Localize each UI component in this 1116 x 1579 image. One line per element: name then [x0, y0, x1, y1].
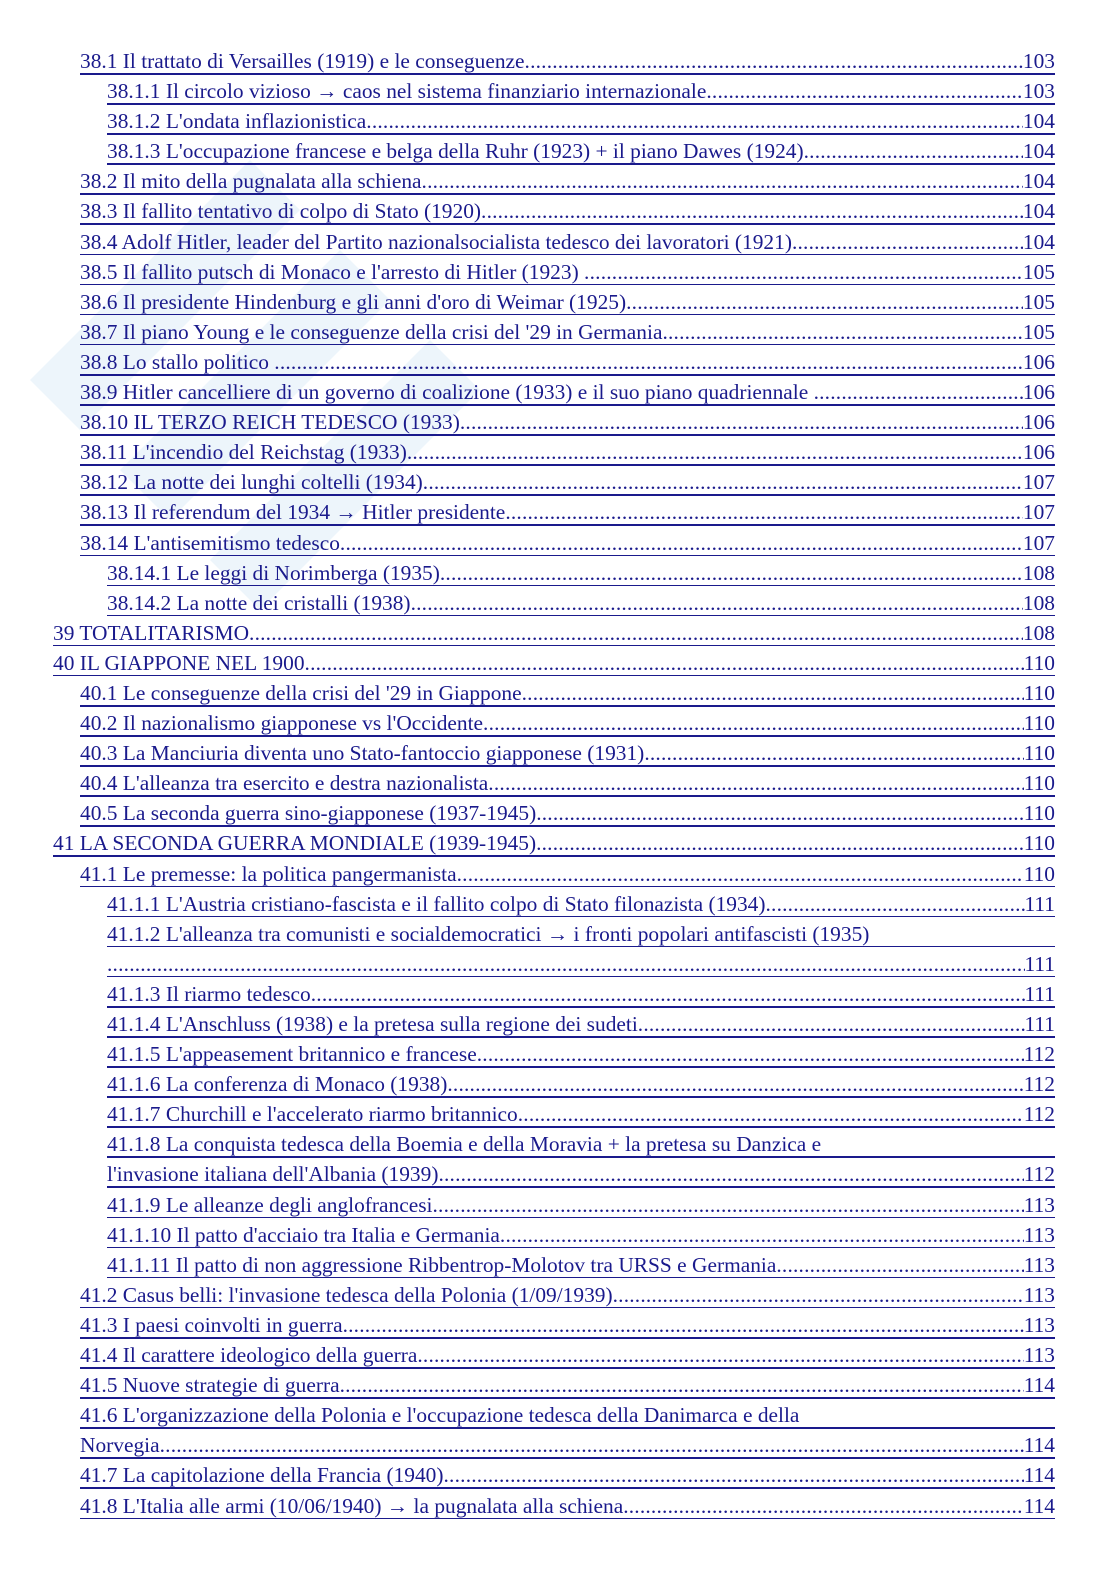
link-underline [107, 976, 1055, 978]
toc-title: 40.1 Le conseguenze della crisi del '29 in Giappone [80, 680, 522, 705]
link-underline [80, 705, 1055, 707]
toc-entry [107, 1129, 1055, 1189]
toc-title: 41.1.8 La conquista tedesca della Boemia e della Moravia + la pretesa su Danzica e [107, 1132, 822, 1157]
dot-leader [792, 227, 1023, 257]
link-underline [80, 1487, 1055, 1489]
toc-page-number: 103 [1022, 79, 1055, 104]
toc-entry [107, 558, 1055, 588]
toc-entry [107, 919, 1055, 979]
link-underline [80, 1337, 1055, 1339]
toc-page-number: 104 [1022, 169, 1055, 194]
toc-title: 38.1.1 Il circolo vizioso → caos nel sistema finanziario internazionale [107, 79, 707, 104]
toc-title: 38.1.2 L'ondata inflazionistica [107, 109, 367, 134]
toc-link[interactable] [107, 558, 1055, 588]
toc-page-number: 104 [1022, 109, 1055, 134]
toc-link[interactable] [80, 497, 1055, 527]
toc-entry [107, 76, 1055, 106]
toc-title: 38.14 L'antisemitismo tedesco [80, 530, 340, 555]
toc-page-number: 106 [1022, 349, 1055, 374]
toc-entry [80, 1460, 1055, 1490]
toc-page-number: 107 [1022, 470, 1055, 495]
toc-link[interactable] [107, 1069, 1055, 1099]
toc-link[interactable] [80, 196, 1055, 226]
toc-page-number: 114 [1023, 1373, 1055, 1398]
toc-entry [80, 708, 1055, 738]
toc-title: 41.1.2 L'alleanza tra comunisti e socialdemocratici → i fronti popolari antifascisti (1935) [107, 921, 870, 946]
toc-link[interactable] [80, 1310, 1055, 1340]
toc-entry [80, 798, 1055, 828]
toc-link[interactable] [80, 287, 1055, 317]
toc-title: 40 IL GIAPPONE NEL 1900 [53, 650, 305, 675]
dot-leader [407, 437, 1023, 467]
link-underline [107, 1217, 1055, 1219]
link-underline [80, 1518, 1055, 1520]
dot-leader [500, 1220, 1024, 1250]
dot-leader [483, 708, 1024, 738]
link-underline [107, 103, 1055, 105]
toc-page-number: 114 [1023, 1433, 1055, 1458]
toc-page-number: 105 [1022, 259, 1055, 284]
toc-link[interactable] [80, 768, 1055, 798]
toc-entry [80, 46, 1055, 76]
toc-entry [80, 1310, 1055, 1340]
toc-link[interactable] [107, 136, 1055, 166]
toc-entry [80, 166, 1055, 196]
toc-link[interactable] [80, 678, 1055, 708]
link-underline [107, 1036, 1055, 1038]
link-underline [107, 615, 1055, 617]
toc-link[interactable] [107, 1099, 1055, 1129]
toc-entry [80, 738, 1055, 768]
toc-title: 38.5 Il fallito putsch di Monaco e l'arresto di Hitler (1923) [80, 259, 585, 284]
toc-entry [80, 497, 1055, 527]
toc-link[interactable] [80, 407, 1055, 437]
dot-leader [706, 76, 1023, 106]
toc-title: 39 TOTALITARISMO [53, 620, 250, 645]
toc-page-number: 107 [1022, 530, 1055, 555]
toc-page-number: 111 [1024, 951, 1055, 976]
toc-page-number: 106 [1022, 380, 1055, 405]
toc-page-number: 105 [1022, 289, 1055, 314]
link-underline [80, 464, 1055, 466]
toc-title: 41.1.10 Il patto d'acciaio tra Italia e Germania [107, 1222, 500, 1247]
toc-title: 41.1.1 L'Austria cristiano-fascista e il fallito colpo di Stato filonazista (1934) [107, 891, 766, 916]
dot-leader [343, 1310, 1024, 1340]
toc-link[interactable] [107, 588, 1055, 618]
dot-leader [613, 1280, 1024, 1310]
link-underline [107, 585, 1055, 587]
toc-title: 38.1.3 L'occupazione francese e belga della Ruhr (1923) + il piano Dawes (1924) [107, 139, 804, 164]
link-underline [80, 825, 1055, 827]
toc-title: 41.1.11 Il patto di non aggressione Ribbentrop-Molotov tra URSS e Germania [107, 1252, 777, 1277]
toc-page-number: 112 [1023, 1102, 1055, 1127]
toc-link[interactable] [80, 859, 1055, 889]
toc-page-number: 104 [1022, 199, 1055, 224]
toc-entry [107, 1009, 1055, 1039]
toc-title: 41.1 Le premesse: la politica pangermanista [80, 861, 457, 886]
toc-title: 38.3 Il fallito tentativo di colpo di Stato (1920) [80, 199, 482, 224]
link-underline [80, 765, 1055, 767]
toc-page-number: 103 [1022, 49, 1055, 73]
toc-entry [107, 1069, 1055, 1099]
toc-page-number: 110 [1023, 801, 1055, 826]
toc-title: 41 LA SECONDA GUERRA MONDIALE (1939-1945) [53, 831, 537, 856]
dot-leader [536, 798, 1024, 828]
toc-entry [80, 287, 1055, 317]
link-underline [53, 645, 1055, 647]
toc-entry [107, 106, 1055, 136]
toc-link[interactable] [80, 1370, 1055, 1400]
toc-link[interactable] [80, 227, 1055, 257]
link-underline [80, 886, 1055, 888]
toc-title: 38.6 Il presidente Hindenburg e gli anni d'oro di Weimar (1925) [80, 289, 627, 314]
dot-leader [776, 1250, 1023, 1280]
toc-page-number: 110 [1023, 680, 1055, 705]
toc-title: 40.2 Il nazionalismo giapponese vs l'Occidente [80, 711, 484, 736]
toc-title: 41.3 I paesi coinvolti in guerra [80, 1312, 343, 1337]
link-underline [107, 916, 1055, 918]
dot-leader [447, 1069, 1023, 1099]
toc-title: 41.8 L'Italia alle armi (10/06/1940) → la pugnalata alla schiena [80, 1493, 624, 1518]
toc-link[interactable] [80, 437, 1055, 467]
link-underline [80, 1307, 1055, 1309]
toc-link[interactable] [80, 166, 1055, 196]
toc-link[interactable] [80, 377, 1055, 407]
dot-leader [814, 377, 1023, 407]
toc-page-number: 113 [1023, 1343, 1055, 1368]
link-underline [80, 254, 1055, 256]
toc-link[interactable] [80, 347, 1055, 377]
dot-leader [340, 1370, 1024, 1400]
toc-link[interactable] [80, 46, 1055, 76]
dot-leader [765, 889, 1024, 919]
link-underline [80, 524, 1055, 526]
dot-leader [438, 1159, 1023, 1189]
link-underline [107, 163, 1055, 165]
toc-link[interactable] [80, 708, 1055, 738]
dot-leader [623, 1491, 1024, 1521]
toc-entry [80, 377, 1055, 407]
toc-page-number: 108 [1022, 590, 1055, 615]
toc-title-continued: l'invasione italiana dell'Albania (1939) [107, 1162, 439, 1187]
link-underline [80, 555, 1055, 557]
toc-title: 41.2 Casus belli: l'invasione tedesca della Polonia (1/09/1939) [80, 1282, 613, 1307]
link-underline [107, 1126, 1055, 1128]
toc-page-number: 110 [1023, 771, 1055, 796]
dot-leader [366, 106, 1023, 136]
toc-link[interactable] [107, 1129, 1055, 1189]
toc-link[interactable] [80, 257, 1055, 287]
toc-link[interactable] [107, 1220, 1055, 1250]
dot-leader [423, 467, 1023, 497]
link-underline [80, 314, 1055, 316]
dot-leader [311, 979, 1025, 1009]
toc-link[interactable] [107, 919, 1055, 979]
toc-page-number: 110 [1023, 831, 1055, 856]
dot-leader [505, 497, 1023, 527]
dot-leader [107, 949, 1025, 979]
dot-leader [411, 588, 1023, 618]
link-underline [80, 1427, 1055, 1429]
dot-leader [440, 558, 1023, 588]
toc-link[interactable] [107, 76, 1055, 106]
link-underline [80, 73, 1055, 75]
toc-title: 38.9 Hitler cancelliere di un governo di coalizione (1933) e il suo piano quadriennale [80, 380, 814, 405]
toc-title: 38.1 Il trattato di Versailles (1919) e le conseguenze [80, 49, 525, 73]
toc-entry [80, 1280, 1055, 1310]
toc-entry [80, 317, 1055, 347]
toc-entry [107, 1250, 1055, 1280]
toc-link[interactable] [80, 1280, 1055, 1310]
toc-entry [107, 979, 1055, 1009]
toc-title: 41.1.4 L'Anschluss (1938) e la pretesa sulla regione dei sudeti [107, 1012, 638, 1036]
toc-page-number: 110 [1023, 650, 1055, 675]
toc-title: 40.3 La Manciuria diventa uno Stato-fantoccio giapponese (1931) [80, 741, 645, 766]
toc-page-number: 113 [1023, 1252, 1055, 1277]
toc-page-number: 111 [1024, 891, 1055, 916]
toc-title: 38.12 La notte dei lunghi coltelli (1934) [80, 470, 423, 495]
toc-entry [80, 1491, 1055, 1521]
dot-leader [518, 1099, 1024, 1129]
toc-entry [53, 618, 1055, 648]
toc-link[interactable] [80, 528, 1055, 558]
toc-page-number: 105 [1022, 319, 1055, 344]
dot-leader [638, 1009, 1025, 1039]
toc-page-number: 114 [1023, 1493, 1055, 1518]
link-underline [80, 434, 1055, 436]
toc-entry [80, 257, 1055, 287]
dot-leader [432, 1190, 1023, 1220]
toc-link[interactable] [80, 1340, 1055, 1370]
toc-link[interactable] [107, 979, 1055, 1009]
toc-entry [80, 227, 1055, 257]
link-underline [80, 193, 1055, 195]
toc-page-number: 113 [1023, 1192, 1055, 1217]
toc-title: 38.14.1 Le leggi di Norimberga (1935) [107, 560, 440, 585]
toc-page-number: 113 [1023, 1282, 1055, 1307]
link-underline [107, 1066, 1055, 1068]
toc-page-number: 108 [1022, 620, 1055, 645]
toc-entry [80, 407, 1055, 437]
dot-leader [584, 257, 1023, 287]
toc-link[interactable] [80, 1491, 1055, 1521]
link-underline [80, 404, 1055, 406]
toc-page-number: 112 [1023, 1162, 1055, 1187]
link-underline [80, 494, 1055, 496]
toc-title: 41.7 La capitolazione della Francia (1940) [80, 1463, 444, 1488]
toc-title: 38.8 Lo stallo politico [80, 349, 275, 374]
link-underline [53, 675, 1055, 677]
toc-entry [80, 196, 1055, 226]
link-underline [80, 1367, 1055, 1369]
toc-link[interactable] [107, 1039, 1055, 1069]
dot-leader [460, 407, 1023, 437]
toc-page-number: 114 [1023, 1463, 1055, 1488]
link-underline [107, 1096, 1055, 1098]
toc-title: 41.1.5 L'appeasement britannico e francese [107, 1042, 477, 1067]
link-underline [80, 1397, 1055, 1399]
dot-leader [804, 136, 1023, 166]
toc-title: 38.2 Il mito della pugnalata alla schiena [80, 169, 422, 194]
dot-leader [160, 1430, 1024, 1460]
toc-page-number: 110 [1023, 861, 1055, 886]
toc-link[interactable] [80, 798, 1055, 828]
link-underline [107, 1156, 1055, 1158]
toc-title: 41.5 Nuove strategie di guerra [80, 1373, 340, 1398]
toc-link[interactable] [80, 1460, 1055, 1490]
toc-title: 40.5 La seconda guerra sino-giapponese (1937-1945) [80, 801, 537, 826]
toc-link[interactable] [53, 828, 1055, 858]
toc-entry [80, 467, 1055, 497]
dot-leader [662, 317, 1022, 347]
toc-entry [80, 1340, 1055, 1370]
link-underline [107, 1186, 1055, 1188]
dot-leader [536, 828, 1024, 858]
toc-link[interactable] [107, 1250, 1055, 1280]
toc-title: 41.1.6 La conferenza di Monaco (1938) [107, 1072, 448, 1097]
toc-entry [107, 889, 1055, 919]
link-underline [53, 855, 1055, 857]
toc-entry [53, 828, 1055, 858]
toc-link[interactable] [107, 1009, 1055, 1039]
dot-leader [340, 528, 1023, 558]
link-underline [80, 1457, 1055, 1459]
toc-title: 38.7 Il piano Young e le conseguenze della crisi del '29 in Germania [80, 319, 663, 344]
toc-link[interactable] [107, 106, 1055, 136]
toc-page-number: 113 [1023, 1222, 1055, 1247]
toc-entry [80, 347, 1055, 377]
toc-title: 41.4 Il carattere ideologico della guerra [80, 1343, 418, 1368]
toc-entry [53, 648, 1055, 678]
link-underline [107, 1006, 1055, 1008]
toc-page-number: 104 [1022, 139, 1055, 164]
dot-leader [477, 1039, 1024, 1069]
link-underline [80, 735, 1055, 737]
toc-title: 38.14.2 La notte dei cristalli (1938) [107, 590, 411, 615]
toc-page-number: 112 [1023, 1042, 1055, 1067]
toc-link[interactable] [80, 467, 1055, 497]
toc-entry [107, 1039, 1055, 1069]
toc-page-number: 111 [1024, 981, 1055, 1006]
toc-entry [107, 1220, 1055, 1250]
toc-entry [107, 588, 1055, 618]
link-underline [80, 374, 1055, 376]
toc-entry [107, 136, 1055, 166]
toc-title: 38.10 IL TERZO REICH TEDESCO (1933) [80, 410, 460, 435]
link-underline [107, 133, 1055, 135]
toc-entry [80, 768, 1055, 798]
toc-title: 41.1.3 Il riarmo tedesco [107, 981, 311, 1006]
toc-link[interactable] [80, 738, 1055, 768]
link-underline [80, 284, 1055, 286]
dot-leader [444, 1460, 1024, 1490]
toc-title: 40.4 L'alleanza tra esercito e destra nazionalista [80, 771, 489, 796]
toc-entry [107, 1099, 1055, 1129]
table-of-contents [0, 46, 1116, 1521]
toc-title: 38.11 L'incendio del Reichstag (1933) [80, 440, 407, 465]
dot-leader [274, 347, 1023, 377]
toc-link[interactable] [107, 889, 1055, 919]
toc-entry [80, 678, 1055, 708]
link-underline [80, 344, 1055, 346]
link-underline [80, 223, 1055, 225]
toc-entry [80, 859, 1055, 889]
dot-leader [644, 738, 1023, 768]
dot-leader [488, 768, 1023, 798]
dot-leader [249, 618, 1023, 648]
dot-leader [626, 287, 1023, 317]
dot-leader [522, 678, 1024, 708]
toc-page-number: 107 [1022, 500, 1055, 525]
toc-title: 38.13 Il referendum del 1934 → Hitler presidente [80, 500, 506, 525]
link-underline [107, 1277, 1055, 1279]
link-underline [107, 1247, 1055, 1249]
toc-title: 41.1.7 Churchill e l'accelerato riarmo britannico [107, 1102, 518, 1127]
dot-leader [417, 1340, 1023, 1370]
toc-link[interactable] [80, 1400, 1055, 1460]
toc-title-continued: Norvegia [80, 1433, 160, 1458]
toc-entry [80, 1370, 1055, 1400]
toc-link[interactable] [80, 317, 1055, 347]
link-underline [107, 946, 1055, 948]
toc-page-number: 113 [1023, 1312, 1055, 1337]
toc-entry [80, 528, 1055, 558]
toc-title: 41.1.9 Le alleanze degli anglofrancesi [107, 1192, 433, 1217]
toc-entry [80, 437, 1055, 467]
toc-page-number: 106 [1022, 440, 1055, 465]
toc-title: 38.4 Adolf Hitler, leader del Partito nazionalsocialista tedesco dei lavoratori (1921) [80, 229, 792, 254]
dot-leader [305, 648, 1024, 678]
toc-link[interactable] [53, 618, 1055, 648]
toc-link[interactable] [53, 648, 1055, 678]
toc-entry [80, 1400, 1055, 1460]
dot-leader [525, 46, 1023, 76]
link-underline [80, 795, 1055, 797]
dot-leader [481, 196, 1023, 226]
toc-entry [107, 1190, 1055, 1220]
toc-title: 41.6 L'organizzazione della Polonia e l'occupazione tedesca della Danimarca e della [80, 1403, 800, 1428]
toc-link[interactable] [107, 1190, 1055, 1220]
toc-page-number: 110 [1023, 711, 1055, 736]
toc-page-number: 108 [1022, 560, 1055, 585]
toc-page-number: 110 [1023, 741, 1055, 766]
toc-page-number: 112 [1023, 1072, 1055, 1097]
toc-page-number: 104 [1022, 229, 1055, 254]
dot-leader [422, 166, 1023, 196]
toc-page-number: 111 [1024, 1012, 1055, 1036]
dot-leader [457, 859, 1024, 889]
toc-page-number: 106 [1022, 410, 1055, 435]
